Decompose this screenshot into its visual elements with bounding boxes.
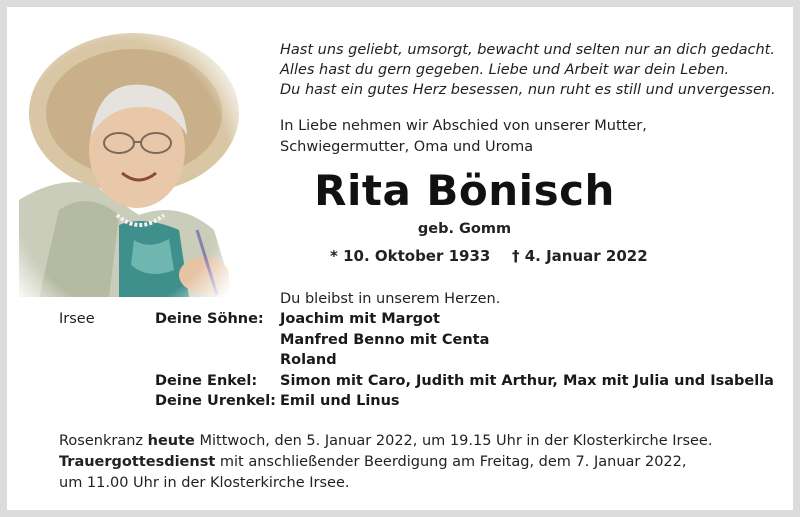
- service-emphasis: heute: [147, 433, 195, 449]
- verse-line: Alles hast du gern gegeben. Liebe und Arbeit war dein Leben.: [280, 62, 730, 78]
- remembrance-line: Du bleibst in unserem Herzen.: [280, 291, 501, 307]
- service-emphasis: Trauergottesdienst: [59, 454, 216, 470]
- intro-line: In Liebe nehmen wir Abschied von unserer Mutter,: [280, 118, 647, 134]
- service-text: mit anschließender Beerdigung am Freitag, dem 7. Januar 2022,: [215, 454, 687, 470]
- birth-date: * 10. Oktober 1933: [330, 247, 491, 265]
- service-info: [59, 431, 779, 494]
- family-names: Simon mit Caro, Judith mit Arthur, Max mit Julia und Isabella: [280, 372, 774, 389]
- rosary-line: [59, 431, 779, 452]
- family-names: Manfred Benno mit Centa: [280, 331, 490, 348]
- intro-line: Schwiegermutter, Oma und Uroma: [280, 138, 534, 155]
- verse-line: Du hast ein gutes Herz besessen, nun ruht es still und unvergessen.: [280, 82, 776, 98]
- family-row: [155, 330, 774, 351]
- family-list: [155, 309, 774, 412]
- family-names: Roland: [280, 352, 337, 368]
- funeral-line: [59, 452, 779, 473]
- family-row: [155, 350, 774, 371]
- family-label: [155, 350, 280, 371]
- family-row: [155, 391, 774, 412]
- life-dates: [330, 245, 670, 267]
- family-label: Deine Enkel:: [155, 372, 258, 389]
- family-label: [155, 330, 280, 351]
- death-date: † 4. Januar 2022: [512, 247, 648, 265]
- service-text: Mittwoch, den 5. Januar 2022, um 19.15 Uhr in der Klosterkirche Irsee.: [194, 433, 713, 449]
- place-name: Irsee: [59, 311, 95, 327]
- portrait-photo: [19, 25, 244, 297]
- funeral-time-line: um 11.00 Uhr in der Klosterkirche Irsee.: [59, 475, 350, 491]
- family-label: Deine Urenkel:: [155, 393, 276, 409]
- verse: [280, 40, 780, 100]
- family-names: Emil und Linus: [280, 393, 400, 409]
- family-names: Joachim mit Margot: [280, 311, 440, 327]
- maiden-name: geb. Gomm: [417, 221, 512, 237]
- deceased-name: Rita Bönisch: [314, 166, 615, 215]
- family-row: [155, 371, 774, 392]
- family-label: Deine Söhne:: [155, 311, 264, 327]
- family-row: [155, 309, 774, 330]
- intro-text: [280, 116, 780, 157]
- verse-line: Hast uns geliebt, umsorgt, bewacht und selten nur an dich gedacht.: [280, 42, 775, 58]
- service-text: Rosenkranz: [59, 433, 148, 449]
